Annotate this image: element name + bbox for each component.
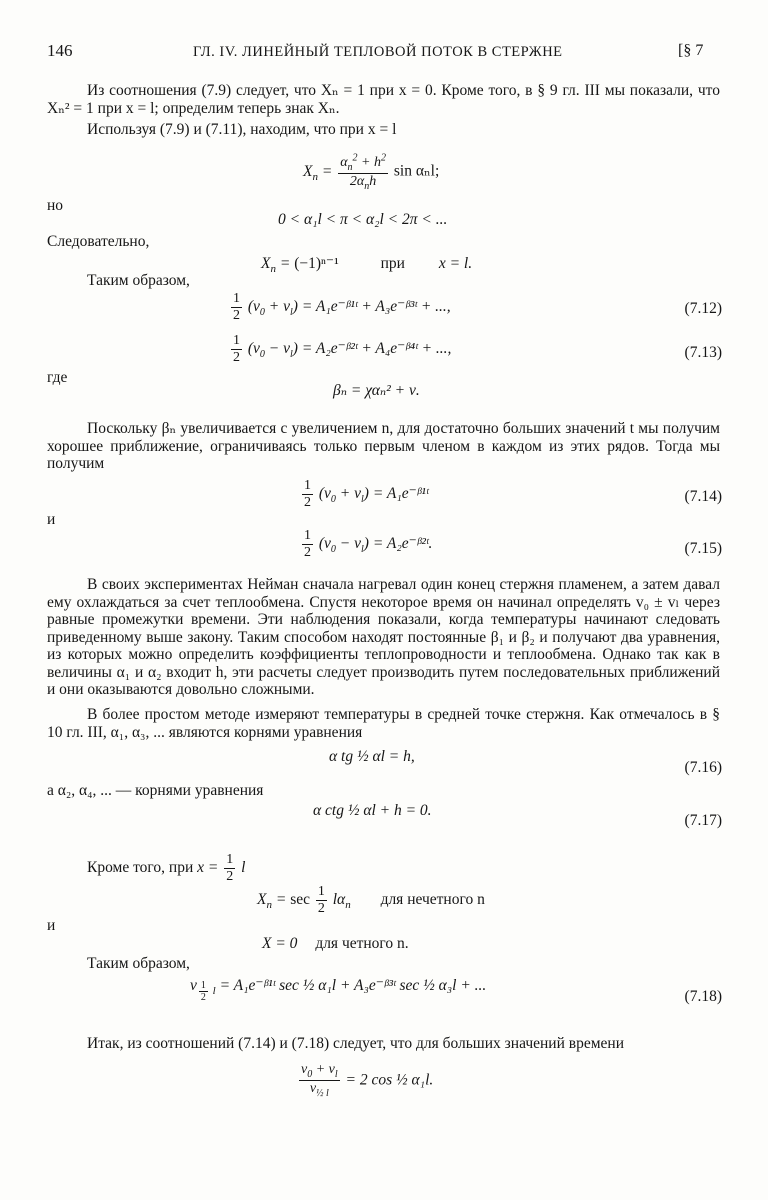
word-takim-obrazom-1: Таким образом, (87, 272, 190, 289)
eq-number-7-14: (7.14) (684, 488, 722, 505)
paragraph-3: Поскольку βₙ увеличивается с увеличением n, для достаточно больших значений t мы получим хорошее приближение, ограничиваясь только первым членом в каждом из этих рядов. Тогда мы получим (47, 420, 720, 472)
word-i-1: и (47, 511, 56, 528)
word-takim-obrazom-2: Таким образом, (87, 955, 190, 972)
equation-inequality: 0 < α₁l < π < α₂l < 2π < ... (278, 211, 448, 228)
equation-7-15: $\frac{1}{2}$ $(v_0 - v_l)$ = A₂e⁻ᵝ²ᵗ. (304, 528, 433, 561)
running-title: ГЛ. IV. ЛИНЕЙНЫЙ ТЕПЛОВОЙ ПОТОК В СТЕРЖНЕ (193, 44, 563, 60)
fraction-xn: $\alpha_n^2 + h^2$ $2\alpha_nh$ (340, 152, 386, 192)
eq-number-7-17: (7.17) (684, 812, 722, 829)
equation-final: $\frac{v_0 + v_l}{v_{\frac{1}{2} l}}$ = 2 cos ½ α₁l. (301, 1062, 434, 1100)
equation-xn-at-l: $X_n$ = $\alpha_n^2 + h^2$ $2\alpha_nh$ sin αₙl; (303, 152, 440, 192)
equation-7-12: $\frac{1}{2}$ $(v_0 + v_l)$ = A₁e⁻ᵝ¹ᵗ + A₃e⁻ᵝ³ᵗ + ..., (233, 291, 451, 324)
equation-beta: βₙ = χαₙ² + ν. (333, 382, 420, 399)
section-mark: [§ 7 (678, 42, 704, 59)
equation-x-even: X = 0 для четного n. (262, 935, 409, 952)
paragraph-6: а α₂, α₄, ... — корнями уравнения (47, 782, 264, 799)
paragraph-2: Используя (7.9) и (7.11), находим, что при x = l (87, 121, 397, 138)
paragraph-1: Из соотношения (7.9) следует, что Xₙ = 1 при x = 0. Кроме того, в § 9 гл. III мы показали, что Xₙ² = 1 при x = l; определим теперь знак Xₙ. (47, 82, 720, 117)
equation-7-14: $\frac{1}{2}$ $(v_0 + v_l)$ = A₁e⁻ᵝ¹ᵗ (304, 478, 429, 511)
equation-7-16: α tg ½ αl = h, (329, 748, 415, 765)
word-sledovatelno: Следовательно, (47, 233, 150, 250)
eq-number-7-16: (7.16) (684, 759, 722, 776)
page-number: 146 (47, 41, 73, 60)
equation-7-17: α ctg ½ αl + h = 0. (313, 802, 432, 819)
paragraph-5: В более простом методе измеряют температуры в средней точке стержня. Как отмечалось в § 10 гл. III, α₁, α₃, ... являются корнями уравнения (47, 706, 720, 741)
eq-number-7-18: (7.18) (684, 988, 722, 1005)
word-gde: где (47, 369, 68, 386)
paragraph-8: Итак, из соотношений (7.14) и (7.18) следует, что для больших значений времени (87, 1035, 624, 1052)
paragraph-4: В своих экспериментах Нейман сначала нагревал один конец стержня пламенем, а затем давал ему охлаждаться за счет теплообмена. Спустя некоторое время он начинал определять v₀ ± vₗ через равные промежутки времени. Эти наблюдения показали, когда температуры начинают следовать приведенному выше закону. Таким способом находят постоянные β₁ и β₂ и получают два уравнения, из которых можно определить коэффициенты теплопроводности и теплообмена. Однако так как в величины α₁ и α₂ входит h, эти расчеты следует производить путем последовательных приближений и они оказываются довольно сложными. (47, 576, 720, 698)
paragraph-7: Кроме того, при x = $\frac{1}{2}$ l (87, 852, 246, 885)
equation-xn-sec: $X_n = \sec$ $\frac{1}{2}$ $l\alpha_n$ для нечетного n (257, 884, 485, 917)
equation-7-18: v $_{\frac{1}{2} l}$ = A₁e⁻ᵝ¹ᵗ sec ½ α₁l + A₃e⁻ᵝ³ᵗ sec ½ α₃l + ... (190, 977, 487, 1004)
equation-7-13: $\frac{1}{2}$ $(v_0 - v_l)$ = A₂e⁻ᵝ²ᵗ + A₄e⁻ᵝ⁴ᵗ + ..., (233, 333, 452, 366)
eq-number-7-15: (7.15) (684, 540, 722, 557)
word-i-2: и (47, 917, 56, 934)
equation-sign: $X_n = (-1)^{n-1}$ при x = l. (261, 255, 473, 276)
word-no: но (47, 197, 64, 214)
eq-number-7-12: (7.12) (684, 300, 722, 317)
eq-number-7-13: (7.13) (684, 344, 722, 361)
